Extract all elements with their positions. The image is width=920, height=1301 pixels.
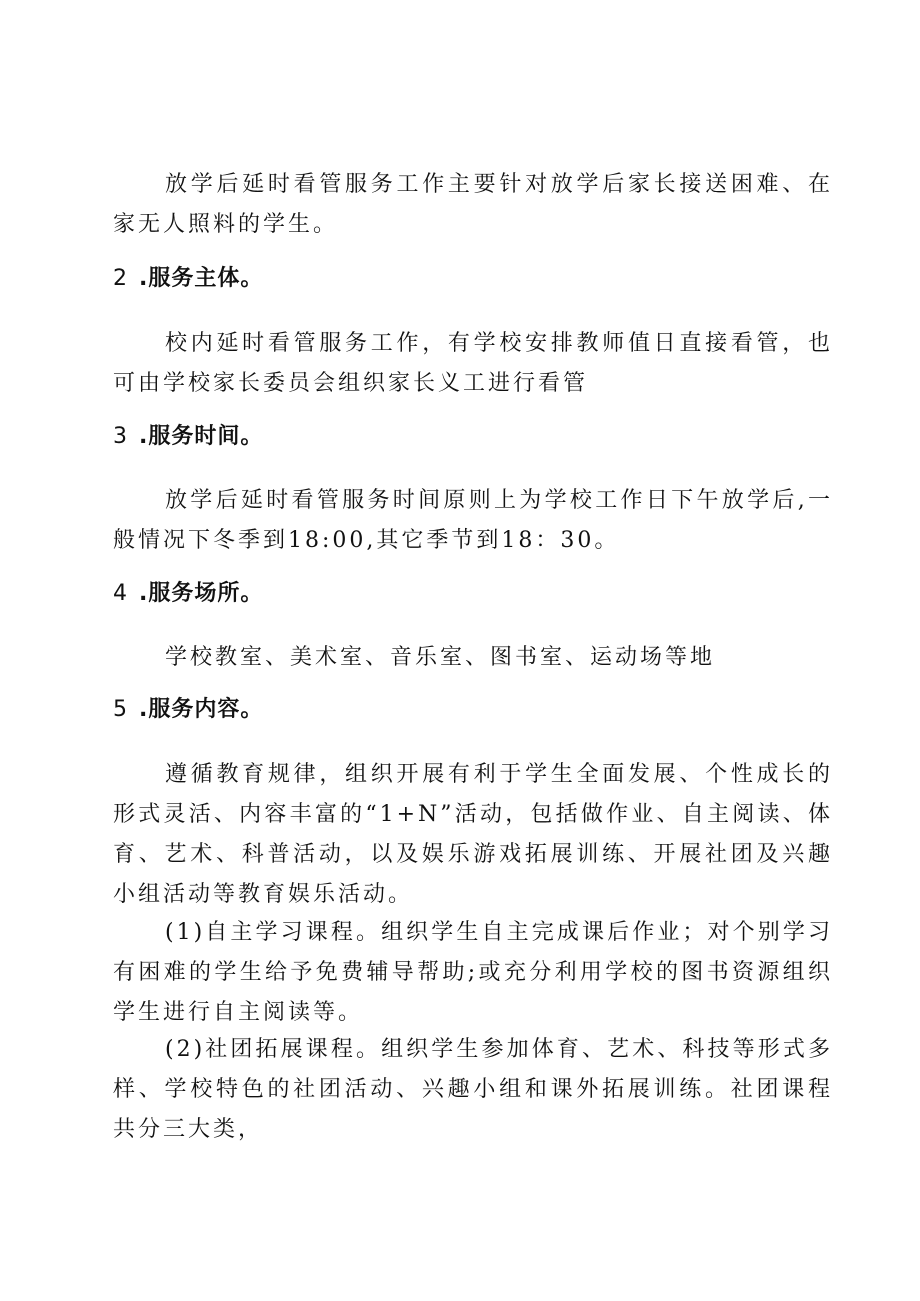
intro-paragraph: 放学后延时看管服务工作主要针对放学后家长接送困难、在家无人照料的学生。 (113, 172, 833, 237)
section-2-paragraph: 校内延时看管服务工作，有学校安排教师值日直接看管，也可由学校家长委员会组织家长义工进行看管 (113, 331, 833, 396)
section-5-item-2: (2)社团拓展课程。组织学生参加体育、艺术、科技等形式多样、学校特色的社团活动、兴趣小组和课外拓展训练。社团课程共分三大类， (113, 1037, 833, 1142)
section-number: 2 (113, 266, 128, 291)
section-title: .服务场所。 (139, 581, 264, 606)
section-5-item-1: (1)自主学习课程。组织学生自主完成课后作业；对个别学习有困难的学生给予免费辅导帮助;或充分利用学校的图书资源组织学生进行自主阅读等。 (113, 920, 833, 1025)
section-4-paragraph: 学校教室、美术室、音乐室、图书室、运动场等地 (165, 645, 716, 670)
section-number: 5 (113, 697, 128, 722)
section-number: 4 (113, 581, 128, 606)
section-heading-5 (113, 690, 263, 730)
section-title: .服务时间。 (139, 424, 264, 449)
section-heading-4 (113, 574, 263, 614)
section-number: 3 (113, 424, 128, 449)
section-title: .服务主体。 (139, 266, 264, 291)
section-3-paragraph: 放学后延时看管服务时间原则上为学校工作日下午放学后,一般情况下冬季到18:00,其它季节到18：30。 (113, 488, 833, 553)
section-5-paragraph: 遵循教育规律，组织开展有利于学生全面发展、个性成长的形式灵活、内容丰富的“1+N”活动，包括做作业、自主阅读、体育、艺术、科普活动，以及娱乐游戏拓展训练、开展社团及兴趣小组活动等教育娱乐活动。 (113, 762, 833, 907)
section-heading-3 (113, 417, 263, 457)
section-heading-2 (113, 259, 263, 299)
section-title: .服务内容。 (139, 697, 264, 722)
